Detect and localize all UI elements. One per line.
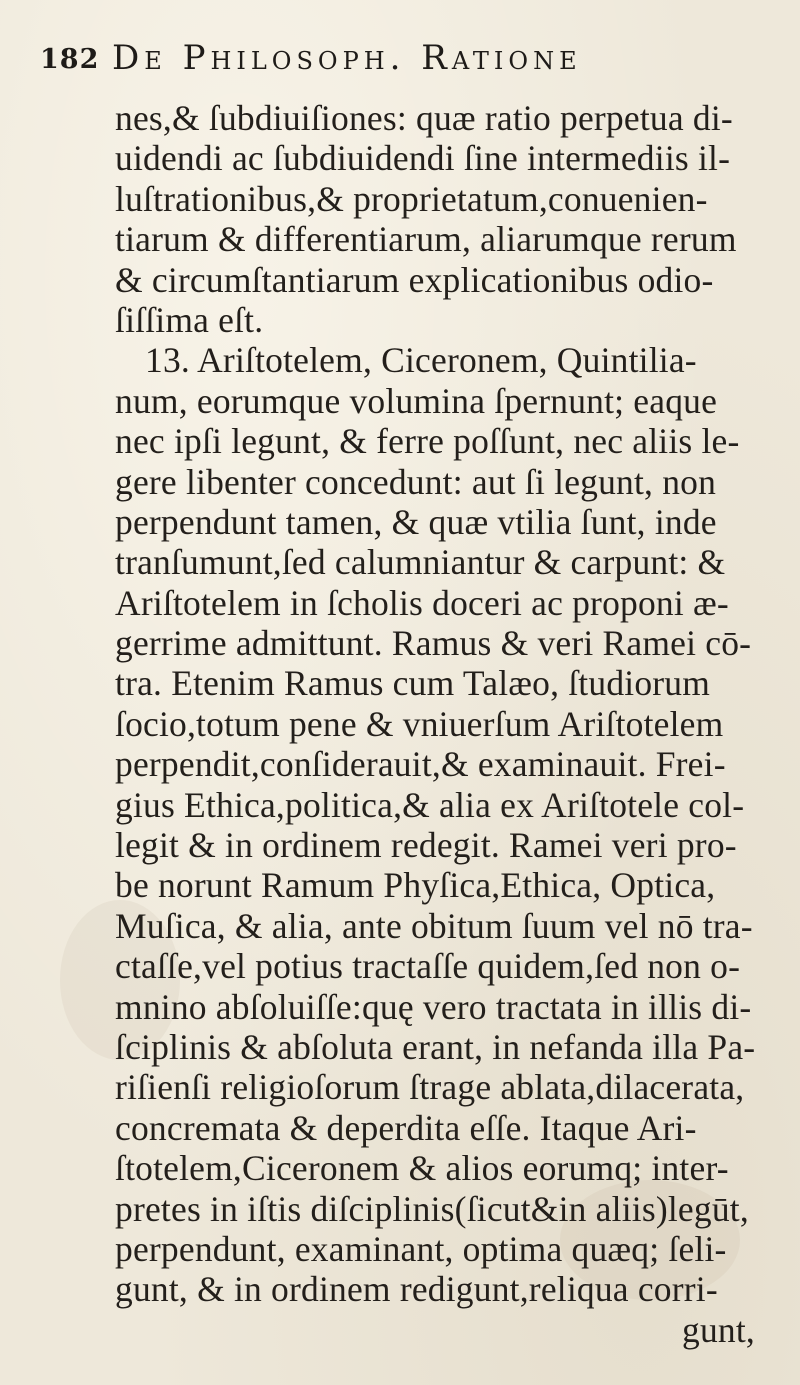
- text-line: perpendunt, examinant, optima quæq; ſeli-: [115, 1228, 727, 1269]
- text-line: legit & in ordinem redegit. Ramei veri pro-: [115, 825, 737, 866]
- text-line: gius Ethica,politica,& alia ex Ariſtotele col-: [115, 784, 745, 825]
- paragraph-start-line: 13. Ariſtotelem, Ciceronem, Quintilia-: [145, 340, 697, 381]
- text-line: nec ipſi legunt, & ferre poſſunt, nec aliis le-: [115, 421, 740, 462]
- text-line: & circumſtantiarum explicationibus odio-: [115, 259, 714, 300]
- text-line: gere libenter concedunt: aut ſi legunt, non: [115, 461, 717, 502]
- text-line: Ariſtotelem in ſcholis doceri ac proponi æ-: [115, 582, 729, 623]
- text-line: uidendi ac ſubdiuidendi ſine intermediis il-: [115, 138, 731, 179]
- page-header: [40, 38, 760, 88]
- running-head: De Philosoph. Ratione: [112, 38, 582, 78]
- text-line: luſtrationibus,& proprietatum,conuenien-: [115, 178, 708, 219]
- text-line: mnino abſoluiſſe:quę vero tractata in illis di-: [115, 986, 752, 1027]
- page-number: 182: [40, 44, 100, 75]
- text-line: nes,& ſubdiuiſiones: quæ ratio perpetua di-: [115, 98, 733, 138]
- text-line: ſtotelem,Ciceronem & alios eorumq; inter-: [115, 1148, 729, 1189]
- text-line: perpendit,conſiderauit,& examinauit. Frei-: [115, 744, 726, 785]
- text-line: tiarum & differentiarum, aliarumque rerum: [115, 219, 737, 260]
- text-line: num, eorumque volumina ſpernunt; eaque: [115, 380, 718, 421]
- text-line: riſienſi religioſorum ſtrage ablata,dilacerata,: [115, 1067, 745, 1108]
- text-line: perpendunt tamen, & quæ vtilia ſunt, inde: [115, 501, 717, 542]
- text-line: gunt, & in ordinem redigunt,reliqua corri-: [115, 1269, 718, 1310]
- text-line: concremata & deperdita eſſe. Itaque Ari-: [115, 1107, 697, 1148]
- text-line: tra. Etenim Ramus cum Talæo, ſtudiorum: [115, 663, 711, 704]
- text-line: pretes in iſtis diſciplinis(ſicut&in aliis)legūt,: [115, 1188, 749, 1229]
- body-text: [115, 98, 775, 1350]
- text-line: ſciplinis & abſoluta erant, in nefanda illa Pa-: [115, 1026, 756, 1067]
- text-line: Muſica, & alia, ante obitum ſuum vel nō tra-: [115, 905, 753, 946]
- text-line: tranſumunt,ſed calumniantur & carpunt: &: [115, 542, 726, 583]
- text-line: ſocio,totum pene & vniuerſum Ariſtotelem: [115, 703, 724, 744]
- text-line: gerrime admittunt. Ramus & veri Ramei cō-: [115, 623, 752, 664]
- text-line: ctaſſe,vel potius tractaſſe quidem,ſed non o-: [115, 946, 741, 987]
- text-line: be norunt Ramum Phyſica,Ethica, Optica,: [115, 865, 716, 906]
- text-line: ſiſſima eſt.: [115, 299, 264, 340]
- catchword: gunt,: [682, 1309, 755, 1350]
